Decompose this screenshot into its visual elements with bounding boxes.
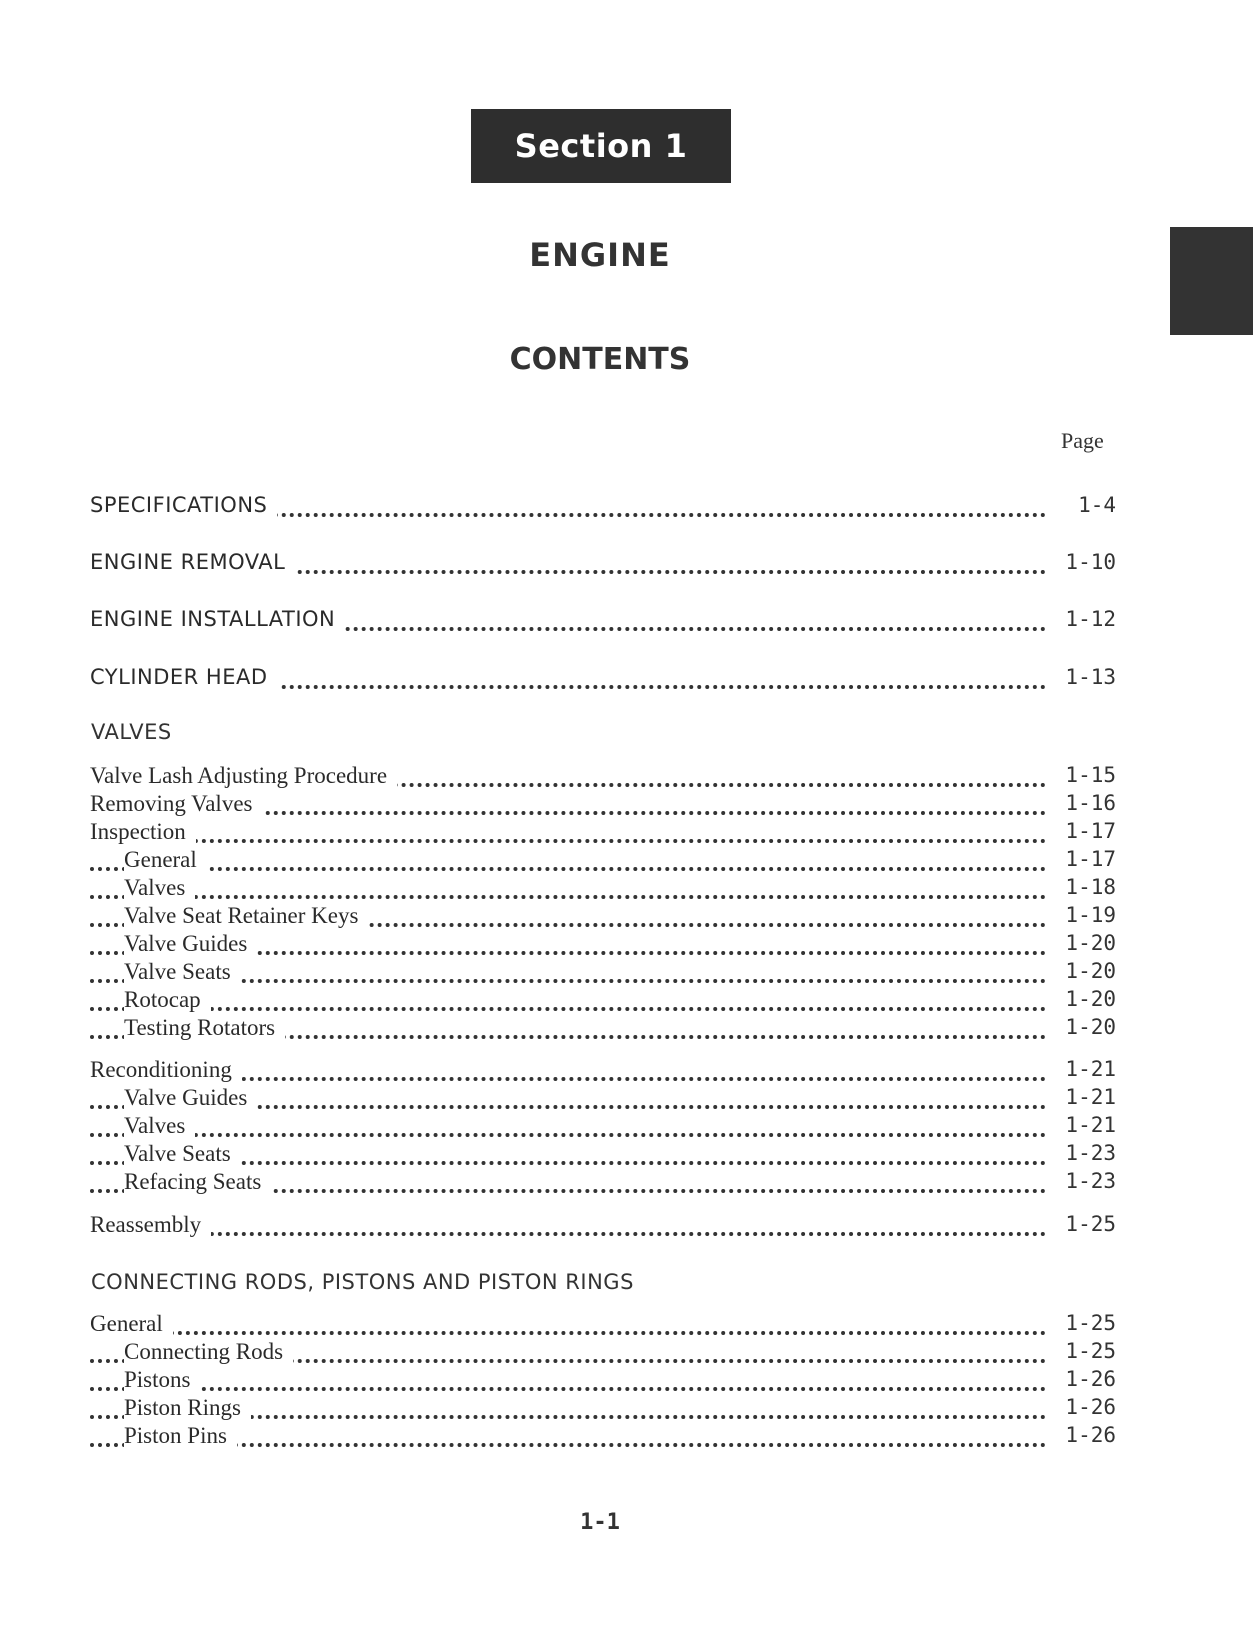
toc-entry-label: Valve Seats <box>124 959 241 985</box>
toc-entry-label: Valves <box>124 875 195 901</box>
toc-entry-page: 1-26 <box>1065 1423 1116 1447</box>
dot-leader <box>90 867 1046 871</box>
toc-entry-page: 1-15 <box>1065 763 1116 787</box>
toc-entry[interactable] <box>90 791 1116 819</box>
toc-entry-page: 1-23 <box>1065 1141 1116 1165</box>
toc-entry[interactable] <box>90 1057 1116 1085</box>
toc-entry-page: 1-20 <box>1065 959 1116 983</box>
toc-entry-page: 1-25 <box>1065 1212 1116 1236</box>
section-banner <box>471 109 731 183</box>
toc-entry-page: 1-21 <box>1065 1057 1116 1081</box>
toc-entry-label: Connecting Rods <box>124 1339 293 1365</box>
toc-entry-label: ENGINE INSTALLATION <box>90 607 345 631</box>
toc-entry-label: Piston Pins <box>124 1423 237 1449</box>
toc-entry-label: Reassembly <box>90 1212 211 1238</box>
toc-entry-label: Reconditioning <box>90 1057 242 1083</box>
connecting-rods-heading: CONNECTING RODS, PISTONS AND PISTON RINGS <box>91 1270 634 1294</box>
contents-heading: CONTENTS <box>509 342 691 377</box>
toc-entry-label: Testing Rotators <box>124 1015 285 1041</box>
toc-entry-label: Rotocap <box>124 987 211 1013</box>
dot-leader <box>90 839 1046 843</box>
toc-entry-page: 1-17 <box>1065 847 1116 871</box>
toc-entry[interactable] <box>90 987 1116 1015</box>
dot-leader <box>90 1232 1046 1236</box>
toc-entry-page: 1-26 <box>1065 1395 1116 1419</box>
toc-entry[interactable] <box>90 1085 1116 1113</box>
toc-entry[interactable] <box>90 819 1116 847</box>
toc-entry-page: 1-25 <box>1065 1311 1116 1335</box>
toc-entry-page: 1-23 <box>1065 1169 1116 1193</box>
toc-entry-label: Piston Rings <box>124 1395 251 1421</box>
dot-leader <box>90 1133 1046 1137</box>
toc-entry[interactable] <box>90 1339 1116 1367</box>
toc-entry-cylinder-head[interactable] <box>90 665 1116 693</box>
toc-entry-page: 1-21 <box>1065 1085 1116 1109</box>
toc-entry-page: 1-4 <box>1078 493 1116 517</box>
footer-page-number: 1-1 <box>580 1510 620 1535</box>
toc-entry[interactable] <box>90 1395 1116 1423</box>
toc-entry-page: 1-20 <box>1065 1015 1116 1039</box>
toc-entry-page: 1-18 <box>1065 875 1116 899</box>
toc-entry-page: 1-16 <box>1065 791 1116 815</box>
toc-entry[interactable] <box>90 1367 1116 1395</box>
toc-entry[interactable] <box>90 1212 1116 1240</box>
toc-entry-label: Valve Seats <box>124 1141 241 1167</box>
toc-entry-page: 1-21 <box>1065 1113 1116 1137</box>
toc-entry[interactable] <box>90 1141 1116 1169</box>
toc-entry[interactable] <box>90 875 1116 903</box>
toc-entry-specifications[interactable] <box>90 493 1116 521</box>
toc-entry-label: SPECIFICATIONS <box>90 493 277 517</box>
toc-entry-engine-removal[interactable] <box>90 550 1116 578</box>
toc-entry-label: Removing Valves <box>90 791 262 817</box>
toc-entry[interactable] <box>90 931 1116 959</box>
toc-entry[interactable] <box>90 959 1116 987</box>
toc-entry[interactable] <box>90 1423 1116 1451</box>
toc-entry-label: Inspection <box>90 819 196 845</box>
toc-entry-page: 1-19 <box>1065 903 1116 927</box>
toc-entry-page: 1-13 <box>1065 665 1116 689</box>
toc-entry[interactable] <box>90 1015 1116 1043</box>
dot-leader <box>90 1007 1046 1011</box>
toc-entry-page: 1-17 <box>1065 819 1116 843</box>
toc-entry-label: ENGINE REMOVAL <box>90 550 295 574</box>
toc-entry-engine-installation[interactable] <box>90 607 1116 635</box>
toc-entry[interactable] <box>90 847 1116 875</box>
toc-entry-label: Valve Guides <box>124 931 257 957</box>
toc-entry[interactable] <box>90 1113 1116 1141</box>
section-banner-label: Section 1 <box>514 127 688 165</box>
toc-entry-page: 1-10 <box>1065 550 1116 574</box>
toc-entry-label: Valve Seat Retainer Keys <box>124 903 368 929</box>
toc-entry[interactable] <box>90 763 1116 791</box>
toc-entry-label: Valve Guides <box>124 1085 257 1111</box>
dot-leader <box>90 895 1046 899</box>
page-column-label: Page <box>1061 428 1104 453</box>
toc-entry-page: 1-26 <box>1065 1367 1116 1391</box>
valves-heading: VALVES <box>91 720 172 744</box>
toc-entry-page: 1-12 <box>1065 607 1116 631</box>
toc-entry-page: 1-20 <box>1065 931 1116 955</box>
toc-entry-label: General <box>90 1311 173 1337</box>
toc-entry-label: General <box>124 847 207 873</box>
page-title: ENGINE <box>529 236 671 274</box>
toc-entry[interactable] <box>90 1311 1116 1339</box>
toc-entry-label: Valves <box>124 1113 195 1139</box>
toc-entry[interactable] <box>90 1169 1116 1197</box>
toc-entry-page: 1-25 <box>1065 1339 1116 1363</box>
toc-entry[interactable] <box>90 903 1116 931</box>
dot-leader <box>90 1331 1046 1335</box>
dot-leader <box>90 1387 1046 1391</box>
toc-entry-label: Refacing Seats <box>124 1169 271 1195</box>
toc-entry-page: 1-20 <box>1065 987 1116 1011</box>
toc-entry-label: Pistons <box>124 1367 200 1393</box>
toc-entry-label: Valve Lash Adjusting Procedure <box>90 763 397 789</box>
toc-entry-label: CYLINDER HEAD <box>90 665 278 689</box>
